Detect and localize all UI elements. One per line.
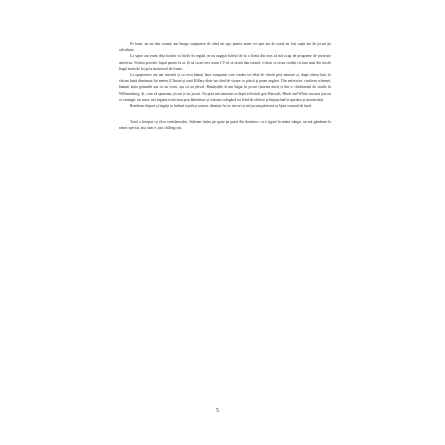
section-break: [119, 109, 331, 119]
body-text: [119, 41, 331, 132]
paragraph: La opsprezece ani am inventit și cu ceva bănuți între companie care vindea tot felul de chestii prin internet și, după câteva luni, le vâcam bună diminește lui mereu (Clinton și tanti Hillary dintr-un când de vizare cu pisică și prum englezi. Din nefericire, conform schemei, bănuții ăștia grămadă așa că au venit, așa că au plecat. Rămășițele le-am băgat în jocuri (mortea mea) și într-o chichineață de studio în Williamsburg. Și, cum vă spuneam, jocuri și iar jocuri. Nu prea mă omoram cu după sofisticăi gen Warcraft, Black and White sau mai știu eu ce strategii; nu mere, mă fugiam toată ziua prin labirinturi și coloane culegând tot felul de obiecte și împușcând la spirduși și monstruleți.: [119, 73, 331, 102]
paragraph: Rondiam chipuri și bagăți cu brânză topită și somon, dinainte în ice tea-uri și mă jucam până mă se lipea scaunul de fund.: [130, 104, 312, 109]
page-number: 5: [216, 408, 219, 414]
paragraph: Totul a început cu clica ventilatorului. Stăteam întins pe spate pe patul din dormitor, cu o țigară în mâna stângă, nu mă gândeam la nimic special, ziși cum e, just chilling out.: [119, 120, 331, 131]
paragraph: Pe bune, nu mi dau rotund, am bunge computere de când mi spa, pentru mine cei spte ani de acasă nu fost sapte ani de jocuri pe calculator.: [119, 42, 331, 53]
paragraph: La șapte ani eram deja hacker cu birile în regulă, m-au angajat băieții de la o firmă din oraș să mă ocup de programe de protecție antivirus. Vechea poveste: lupul paznic la oi. Și să cu mi rect acum CV-ul ca să mă dau rotund, ci doar ca să nu credeți că sunt unul din ăia de leagă mufa de la țip la monitorul de frunte.: [119, 54, 331, 71]
